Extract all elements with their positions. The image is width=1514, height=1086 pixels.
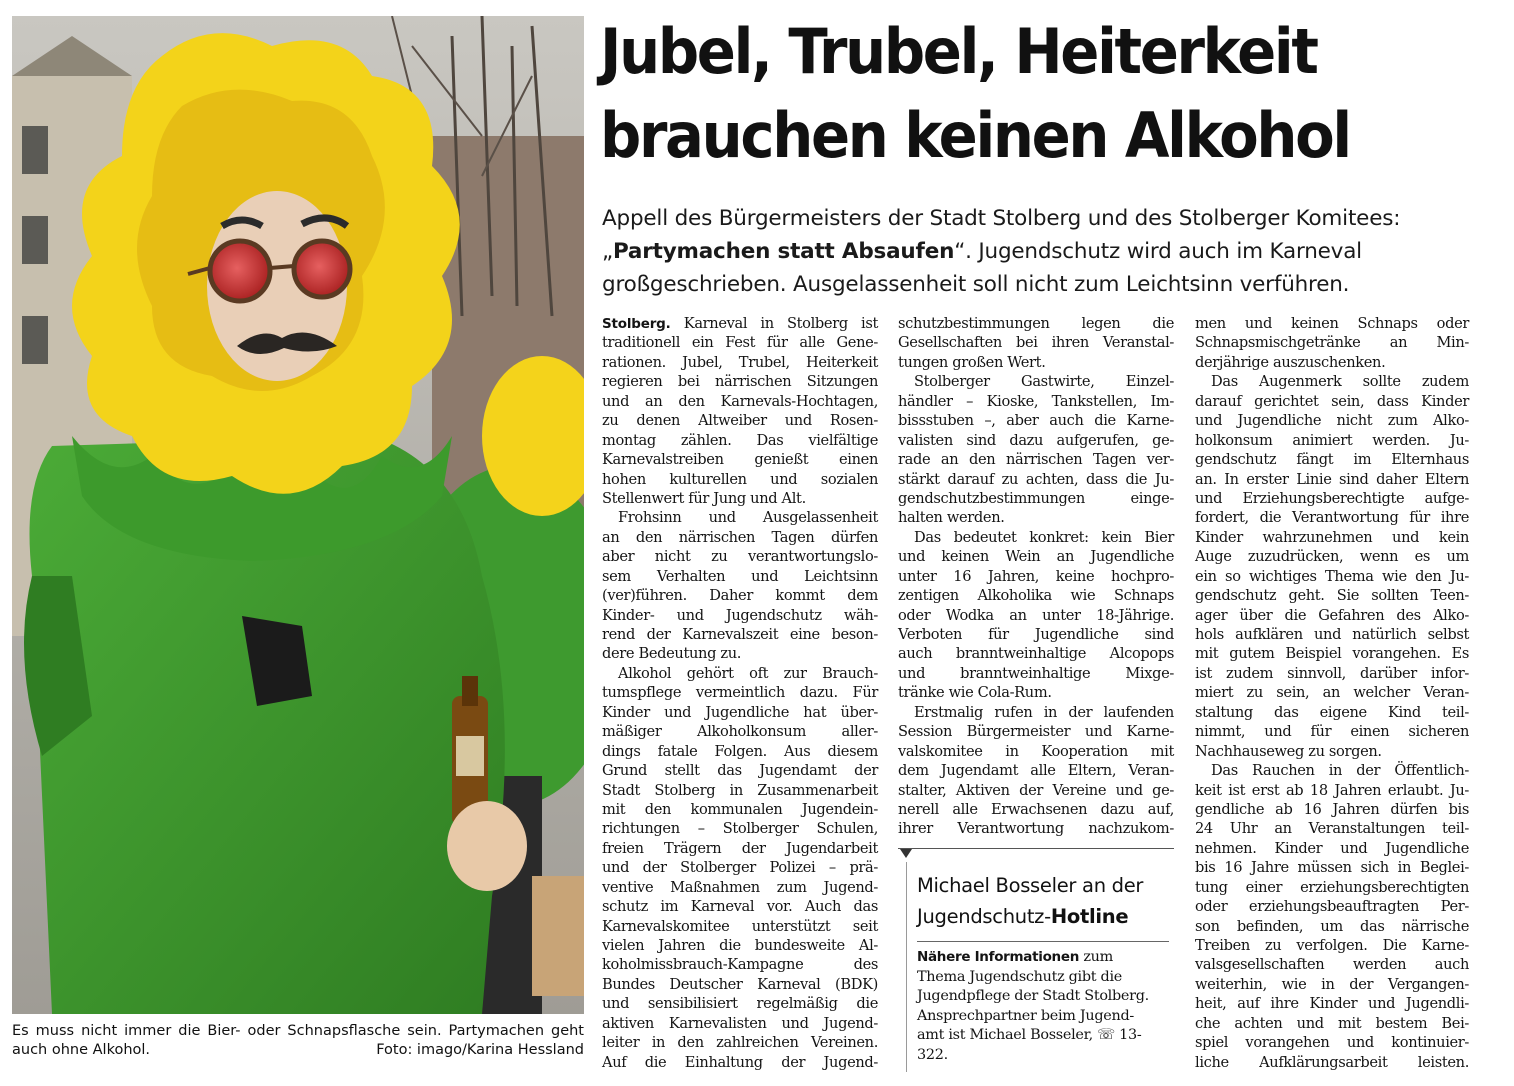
headline-line-1: Jubel, Trubel, Heiterkeit bbox=[600, 15, 1317, 88]
column-text-line: dings fatale Folgen. Aus diesem bbox=[602, 742, 878, 760]
column-text-line: 24 Uhr an Veranstaltungen teil- bbox=[1195, 820, 1469, 838]
column-text-line: Auge zuzudrücken, wenn es um bbox=[1195, 548, 1469, 566]
triangle-marker-icon bbox=[900, 849, 912, 858]
infobox-text-line: amt ist Michael Bosseler, ☏ 13- bbox=[917, 1027, 1142, 1043]
column-text-line: Grund stellt das Jugendamt der bbox=[602, 762, 878, 780]
column-text-line: tumspflege vermeintlich dazu. Für bbox=[602, 684, 878, 702]
infobox-text-line: 322. bbox=[917, 1046, 948, 1063]
column-text-line: stalter, Aktiven der Vereine und ge- bbox=[898, 781, 1174, 799]
column-text-line: liche Aufklärungsarbeit leisten. bbox=[1195, 1053, 1469, 1071]
column-text-line: bissstuben –, aber auch die Karne- bbox=[898, 412, 1174, 430]
column-text-line: Stellenwert für Jung und Alt. bbox=[602, 489, 806, 507]
article-deck bbox=[602, 202, 1502, 301]
column-text-line: leiter in den zahlreichen Vereinen. bbox=[602, 1034, 878, 1052]
column-text-line: dem Jugendamt alle Eltern, Veran- bbox=[898, 762, 1174, 780]
column-text-line: schutzbestimmungen legen die bbox=[898, 315, 1174, 332]
column-text-line: weiterhin, wie in der Vergangen- bbox=[1195, 975, 1469, 993]
column-text-line: montag zählen. Das vielfältige bbox=[602, 431, 878, 449]
infobox-title-bold: Hotline bbox=[1050, 905, 1129, 928]
infobox-lead-line bbox=[917, 948, 1169, 968]
column-text-line: Kinder und Jugendliche hat über- bbox=[602, 703, 878, 721]
column-text-line: Session Bürgermeister und Karne- bbox=[898, 723, 1174, 741]
column-text-line: valsgesellschaften werden auch bbox=[1195, 956, 1469, 974]
column-text-line: aber nicht zu verantwortungslo- bbox=[602, 548, 878, 566]
column-text-line: hols aufklären und natürlich selbst bbox=[1195, 626, 1469, 643]
column-text-line: händler – Kioske, Tankstellen, Im- bbox=[898, 392, 1174, 410]
article-column-3 bbox=[1195, 314, 1469, 1072]
column-text-line: Das bedeutet konkret: kein Bier bbox=[914, 528, 1174, 546]
deck-open-quote: „ bbox=[602, 239, 613, 264]
column-text-line: ihrer Verantwortung nachzukom- bbox=[898, 820, 1174, 838]
article-column-1 bbox=[602, 314, 878, 1072]
column-text-line: tränke wie Cola-Rum. bbox=[898, 684, 1052, 702]
column-text-line: Karnevalstreiben genießt einen bbox=[602, 451, 878, 469]
column-text-line: stärkt darauf zu achten, dass die Ju- bbox=[898, 470, 1174, 488]
column-text-line: rade an den närrischen Tagen ver- bbox=[898, 451, 1174, 469]
column-text-line: gendliche ab 16 Jahren dürfen bis bbox=[1195, 800, 1469, 818]
column-text-line: nerell alle Erwachsenen dazu auf, bbox=[898, 800, 1174, 818]
column-text-line: ein so wichtiges Thema wie den Ju- bbox=[1195, 567, 1469, 585]
column-text-line: und der Stolberger Polizei – prä- bbox=[602, 859, 878, 877]
column-text-line: Gesellschaften bei ihren Veranstal- bbox=[898, 334, 1174, 352]
column-text-line: miert zu sein, an welcher Veran- bbox=[1195, 684, 1469, 702]
column-text-line: Stadt Stolberg in Zusammenarbeit bbox=[602, 781, 878, 799]
column-text-line: holkonsum animiert werden. Ju- bbox=[1195, 431, 1469, 449]
column-text-line: auch branntweinhaltige Alcopops bbox=[898, 645, 1174, 663]
column-text-line: Treiben zu verfolgen. Die Karne- bbox=[1195, 937, 1469, 954]
column-text-line: schutz im Karneval vor. Auch das bbox=[602, 898, 878, 916]
column-text-line: und Erziehungsberechtigte aufge- bbox=[1195, 489, 1469, 507]
column-text-line: richtungen – Stolberger Schulen, bbox=[602, 820, 878, 838]
column-text-line: rend der Karnevalszeit eine beson- bbox=[602, 626, 878, 643]
column-text-line: regieren bei närrischen Sitzungen bbox=[602, 373, 878, 391]
column-text-line: mäßiger Alkoholkonsum aller- bbox=[602, 723, 878, 741]
column-text-line: und keinen Wein an Jugendliche bbox=[898, 548, 1174, 566]
column-text-line: freien Trägern der Jugendarbeit bbox=[602, 839, 878, 857]
column-text-line: tung einer erziehungsberechtigten bbox=[1195, 878, 1469, 896]
column-text-line: und branntweinhaltige Mixge- bbox=[898, 664, 1174, 682]
column-text-line: vielen Jahren die bundesweite Al- bbox=[602, 937, 878, 954]
infobox-text-line: Ansprechpartner beim Jugend- bbox=[917, 1007, 1134, 1024]
column-text-line: Auf die Einhaltung der Jugend- bbox=[602, 1053, 878, 1071]
column-text-line: staltung das eigene Kind teil- bbox=[1195, 703, 1469, 721]
column-text-line: ist zudem sinnvoll, darüber infor- bbox=[1195, 664, 1469, 682]
article-headline bbox=[600, 10, 1437, 178]
infobox-title bbox=[917, 870, 1172, 932]
column-text-line: traditionell ein Fest für alle Gene- bbox=[602, 334, 878, 352]
infobox-lead-bold: Nähere Informationen bbox=[917, 949, 1080, 965]
infobox-title-prefix: Jugendschutz- bbox=[917, 905, 1051, 928]
column-text-line: Kinder wahrzunehmen und kein bbox=[1195, 528, 1469, 546]
dateline: Stolberg. bbox=[602, 316, 671, 332]
deck-line-2 bbox=[602, 235, 1502, 268]
deck-slogan: Partymachen statt Absaufen bbox=[612, 239, 955, 264]
column-text-line: ventive Maßnahmen zum Jugend- bbox=[602, 878, 878, 896]
article-photo bbox=[12, 16, 584, 1014]
infobox-divider bbox=[917, 941, 1169, 942]
column-text-line: darauf gerichtet sein, dass Kinder bbox=[1195, 392, 1469, 410]
infobox-text bbox=[917, 948, 1169, 1065]
column-text-line: sem Verhalten und Leichtsinn bbox=[602, 567, 878, 585]
column-text-line: zu denen Altweiber und Rosen- bbox=[602, 412, 878, 430]
column-text-line: keit ist erst ab 18 Jahren erlaubt. Ju- bbox=[1195, 781, 1469, 799]
column-text-line: an den närrischen Tagen dürfen bbox=[602, 528, 878, 546]
column-text-line: son befinden, um das närrische bbox=[1195, 917, 1469, 935]
infobox-text-line: Thema Jugendschutz gibt die bbox=[917, 968, 1122, 985]
column-text-line: oder Wodka an unter 18-Jährige. bbox=[898, 606, 1174, 624]
column-text-line: Frohsinn und Ausgelassenheit bbox=[618, 509, 878, 527]
infobox-title-line-1: Michael Bosseler an der bbox=[917, 874, 1144, 897]
deck-line-2-rest: “. Jugendschutz wird auch im Karneval bbox=[954, 239, 1362, 264]
column-text-line: Kinder- und Jugendschutz wäh- bbox=[602, 606, 878, 624]
column-text-line: Verboten für Jugendliche sind bbox=[898, 626, 1174, 643]
carnival-costume-photo bbox=[12, 16, 584, 1014]
photo-credit: Foto: imago/Karina Hessland bbox=[376, 1042, 584, 1058]
first-line-text: Karneval in Stolberg ist bbox=[683, 315, 878, 332]
column-text-line: Stolberger Gastwirte, Einzel- bbox=[914, 373, 1174, 391]
column-text-line: gendschutz fängt im Elternhaus bbox=[1195, 451, 1469, 469]
column-text-line: gendschutz geht. Sie sollten Teen- bbox=[1195, 587, 1469, 605]
column-text-line: fordert, die Verantwortung für ihre bbox=[1195, 509, 1469, 527]
column-text-line: nehmen. Kinder und Jugendliche bbox=[1195, 839, 1469, 857]
infobox-title-line-2 bbox=[917, 901, 1172, 932]
column-text-line: und Jugendliche nicht zum Alko- bbox=[1195, 412, 1469, 430]
column-text-line: derjährige auszuschenken. bbox=[1195, 353, 1386, 371]
headline-line-2: brauchen keinen Alkohol bbox=[600, 99, 1350, 172]
column-text-line: valskomitee in Kooperation mit bbox=[898, 742, 1174, 760]
column-text-line: heit, auf ihre Kinder und Jugendli- bbox=[1195, 995, 1469, 1013]
photo-caption bbox=[12, 1022, 584, 1060]
column-text-line: Bundes Deutscher Karneval (BDK) bbox=[602, 975, 878, 993]
column-text-line: (ver)führen. Daher kommt dem bbox=[602, 587, 878, 605]
column-text-line: Das Rauchen in der Öffentlich- bbox=[1211, 762, 1469, 780]
infobox-lead-rest: zum bbox=[1079, 949, 1113, 965]
column-text-line: spiel vorangehen und kontinuier- bbox=[1195, 1034, 1469, 1052]
infobox-top-rule bbox=[898, 848, 1174, 849]
column-text-line: oder erziehungsbeauftragten Per- bbox=[1195, 898, 1469, 916]
column-text-line: und sensibilisiert regelmäßig die bbox=[602, 995, 878, 1013]
article-column-2 bbox=[898, 314, 1174, 839]
column-text-line: Schnapsmischgetränke an Min- bbox=[1195, 334, 1469, 352]
column-text-line: nimmt, und für einen sicheren bbox=[1195, 723, 1469, 741]
column-text-line: Erstmalig rufen in der laufenden bbox=[914, 703, 1174, 721]
column-text-line: zentigen Alkoholika wie Schnaps bbox=[898, 587, 1174, 605]
caption-text: Es muss nicht immer die Bier- oder Schnapsflasche sein. Partymachen geht auch ohne Alkohol. bbox=[12, 1023, 584, 1058]
column-text-line: dere Bedeutung zu. bbox=[602, 645, 742, 663]
hotline-infobox bbox=[906, 862, 1169, 1072]
column-text-line: gendschutzbestimmungen einge- bbox=[898, 489, 1174, 507]
column-text-line: unter 16 Jahren, keine hochpro- bbox=[898, 567, 1174, 585]
column-text-line: koholmissbrauch-Kampagne des bbox=[602, 956, 878, 974]
column-text-line: hohen kulturellen und sozialen bbox=[602, 470, 878, 488]
deck-line-3: großgeschrieben. Ausgelassenheit soll nicht zum Leichtsinn verführen. bbox=[602, 272, 1350, 297]
column-text-line: mit den kommunalen Jugendein- bbox=[602, 800, 878, 818]
column-text-line: aktiven Karnevalisten und Jugend- bbox=[602, 1014, 878, 1032]
column-text-line: men und keinen Schnaps oder bbox=[1195, 315, 1469, 332]
deck-line-1: Appell des Bürgermeisters der Stadt Stolberg und des Stolberger Komitees: bbox=[602, 206, 1401, 231]
column-text-line: Das Augenmerk sollte zudem bbox=[1211, 373, 1469, 391]
column-text-line bbox=[602, 314, 878, 333]
column-text-line: bis 16 Jahre müssen sich in Beglei- bbox=[1195, 859, 1469, 877]
column-text-line: Nachhauseweg zu sorgen. bbox=[1195, 742, 1382, 760]
column-text-line: ager über die Gefahren des Alko- bbox=[1195, 606, 1469, 624]
column-text-line: und an den Karnevals-Hochtagen, bbox=[602, 392, 878, 410]
column-text-line: Karnevalskomitee unterstützt seit bbox=[602, 917, 878, 935]
column-text-line: Alkohol gehört oft zur Brauch- bbox=[618, 664, 878, 682]
column-text-line: rationen. Jubel, Trubel, Heiterkeit bbox=[602, 353, 878, 371]
column-text-line: che achten und mit bestem Bei- bbox=[1195, 1014, 1469, 1032]
column-text-line: tungen großen Wert. bbox=[898, 353, 1046, 371]
column-text-line: halten werden. bbox=[898, 509, 1005, 527]
column-text-line: valisten sind dazu aufgerufen, ge- bbox=[898, 431, 1174, 449]
infobox-text-line: Jugendpflege der Stadt Stolberg. bbox=[917, 988, 1149, 1004]
column-text-line: an. In erster Linie sind daher Eltern bbox=[1195, 470, 1469, 488]
column-text-line: mit gutem Beispiel vorangehen. Es bbox=[1195, 645, 1469, 663]
